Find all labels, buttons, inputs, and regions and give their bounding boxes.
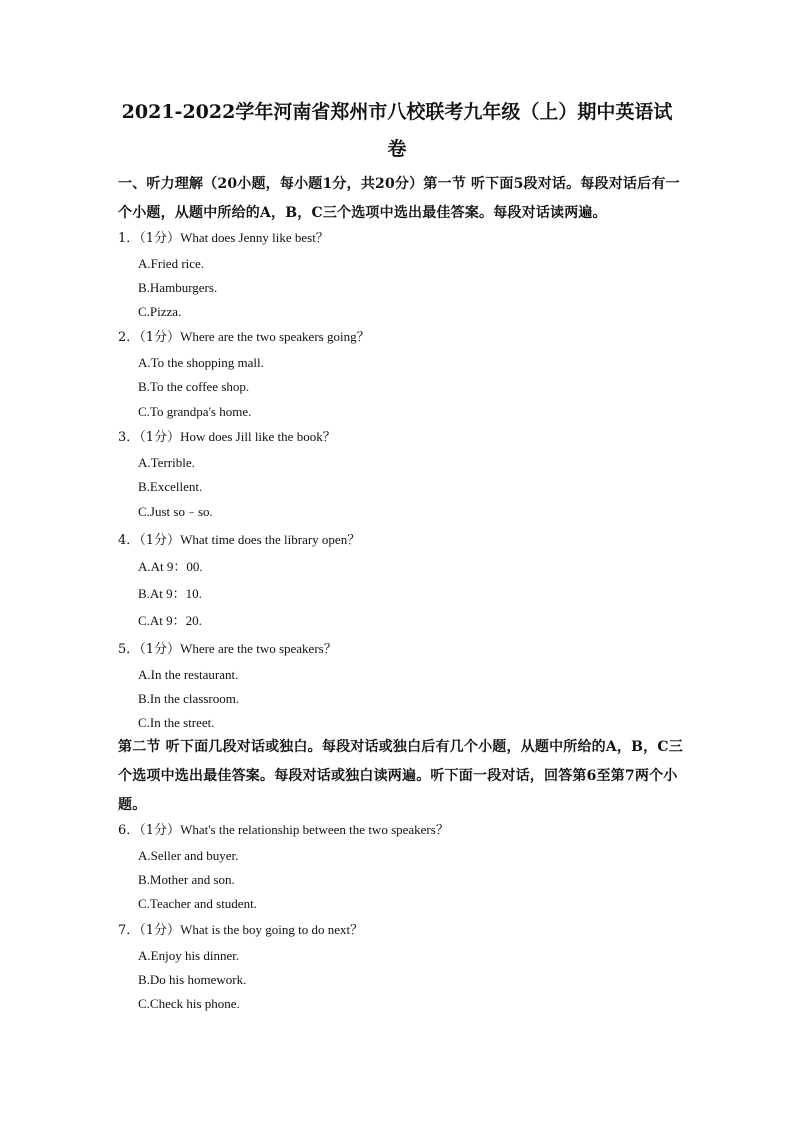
question-2-option-c: C.To grandpa's home. <box>138 404 252 419</box>
exam-title-line-1: 2021-2022学年河南省郑州市八校联考九年级（上）期中英语试 <box>121 101 673 123</box>
question-1-option-a: A.Fried rice. <box>138 256 205 271</box>
question-text: What does Jenny like best？ <box>180 230 329 245</box>
question-1-option-b: B.Hamburgers. <box>138 280 218 295</box>
question-number: 2． <box>118 330 140 345</box>
question-5-option-b: B.In the classroom. <box>138 691 240 706</box>
question-2 <box>118 329 370 346</box>
question-3-option-c: C.Just so﹣so. <box>138 504 213 519</box>
question-3-option-b: B.Excellent. <box>138 479 203 494</box>
question-7-option-b: B.Do his homework. <box>138 972 247 987</box>
question-6-option-a: A.Seller and buyer. <box>138 848 239 863</box>
exam-title-line-2: 卷 <box>387 138 407 160</box>
question-4-option-a: A.At 9：00. <box>138 559 203 574</box>
question-6-option-c: C.Teacher and student. <box>138 896 257 911</box>
question-points: （1分） <box>139 231 181 246</box>
question-3 <box>118 429 336 446</box>
question-4 <box>118 532 360 549</box>
question-points: （1分） <box>139 923 181 938</box>
question-number: 7． <box>118 923 140 938</box>
question-number: 5． <box>118 642 140 657</box>
question-7 <box>118 922 363 939</box>
question-7-option-c: C.Check his phone. <box>138 996 240 1011</box>
question-points: （1分） <box>139 533 181 548</box>
question-text: Where are the two speakers？ <box>180 641 337 656</box>
section-1-instructions: 一、听力理解（20小题，每小题1分，共20分）第一节 听下面5段对话。每段对话后有一个小题，从题中所给的A，B，C三个选项中选出最佳答案。每段对话读两遍。 <box>118 176 680 221</box>
question-4-option-c: C.At 9：20. <box>138 613 202 628</box>
question-number: 3． <box>118 430 140 445</box>
question-text: Where are the two speakers going？ <box>180 329 370 344</box>
section-2-instructions: 第二节 听下面几段对话或独白。每段对话或独白后有几个小题，从题中所给的A，B，C三个选项中选出最佳答案。每段对话或独白读两遍。听下面一段对话，回答第6至第7两个小题。 <box>118 739 683 813</box>
question-points: （1分） <box>139 823 181 838</box>
question-1-option-c: C.Pizza. <box>138 304 182 319</box>
question-5-option-a: A.In the restaurant. <box>138 667 239 682</box>
question-7-option-a: A.Enjoy his dinner. <box>138 948 240 963</box>
question-points: （1分） <box>139 330 181 345</box>
question-points: （1分） <box>139 430 181 445</box>
question-3-option-a: A.Terrible. <box>138 455 195 470</box>
question-1 <box>118 230 329 247</box>
question-text: What is the boy going to do next？ <box>180 922 364 937</box>
question-text: What time does the library open？ <box>180 532 361 547</box>
question-2-option-b: B.To the coffee shop. <box>138 379 250 394</box>
question-4-option-b: B.At 9：10. <box>138 586 202 601</box>
question-points: （1分） <box>139 642 181 657</box>
question-6-option-b: B.Mother and son. <box>138 872 235 887</box>
question-text: What's the relationship between the two speakers？ <box>180 822 449 837</box>
question-2-option-a: A.To the shopping mall. <box>138 355 264 370</box>
question-number: 1． <box>118 231 140 246</box>
question-text: How does Jill like the book？ <box>180 429 336 444</box>
question-number: 4． <box>118 533 140 548</box>
question-5 <box>118 641 337 658</box>
question-5-option-c: C.In the street. <box>138 715 215 730</box>
question-6 <box>118 822 449 839</box>
question-number: 6． <box>118 823 140 838</box>
